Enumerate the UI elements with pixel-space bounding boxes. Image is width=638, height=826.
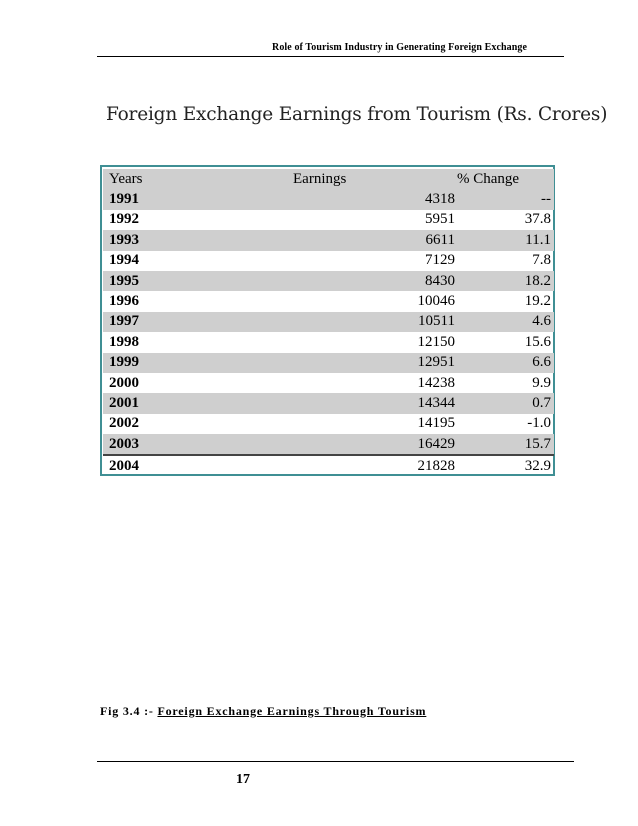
table-row: [103, 312, 554, 332]
cell-year: 2002: [109, 415, 139, 432]
cell-change: 18.2: [524, 272, 551, 289]
column-header-earnings: Earnings: [293, 170, 347, 187]
caption-prefix: Fig 3.4 :-: [100, 704, 158, 718]
caption-text: Foreign Exchange Earnings Through Tourism: [157, 704, 427, 718]
cell-year: 1997: [109, 313, 139, 330]
cell-year: 1991: [109, 191, 139, 208]
table-row: [103, 414, 554, 434]
cell-change: 37.8: [524, 211, 551, 228]
cell-earnings: 12150: [417, 333, 455, 350]
cell-change: 19.2: [524, 293, 551, 310]
running-header: Role of Tourism Industry in Generating Foreign Exchange: [272, 42, 528, 53]
cell-change: 15.6: [524, 333, 551, 350]
cell-year: 1999: [109, 354, 139, 371]
cell-year: 2000: [109, 374, 139, 391]
table-row: [103, 251, 554, 271]
table-row: [103, 454, 554, 476]
footer-rule: [97, 761, 574, 762]
table-row: [103, 393, 554, 413]
table-body: [103, 169, 554, 476]
cell-earnings: 10046: [417, 293, 455, 310]
figure-caption: [100, 704, 426, 719]
cell-change: 11.1: [525, 231, 551, 248]
table-row: [103, 353, 554, 373]
table-title: Foreign Exchange Earnings from Tourism (Rs. Crores): [106, 104, 608, 125]
cell-earnings: 5951: [425, 211, 455, 228]
cell-year: 2003: [109, 435, 139, 452]
cell-year: 1993: [109, 231, 139, 248]
cell-earnings: 8430: [425, 272, 455, 289]
cell-change: --: [541, 191, 551, 208]
cell-year: 1998: [109, 333, 139, 350]
cell-earnings: 21828: [417, 457, 455, 474]
cell-earnings: 14238: [417, 374, 455, 391]
page-number: 17: [236, 772, 250, 787]
table-row: [103, 189, 554, 209]
cell-change: 32.9: [524, 457, 551, 474]
table-row: [103, 230, 554, 250]
cell-change: 0.7: [532, 394, 551, 411]
cell-year: 1995: [109, 272, 139, 289]
cell-year: 1996: [109, 293, 139, 310]
table-row: [103, 271, 554, 291]
table-header-row: [103, 169, 554, 189]
cell-change: 7.8: [532, 252, 551, 269]
earnings-table: [100, 165, 555, 476]
cell-earnings: 6611: [425, 231, 455, 248]
cell-change: 4.6: [532, 313, 551, 330]
column-header-years: Years: [109, 170, 143, 187]
cell-earnings: 16429: [417, 435, 455, 452]
cell-year: 2004: [109, 457, 139, 474]
cell-change: -1.0: [527, 415, 551, 432]
table-row: [103, 434, 554, 454]
cell-year: 1994: [109, 252, 139, 269]
cell-earnings: 4318: [425, 191, 455, 208]
cell-year: 1992: [109, 211, 139, 228]
cell-earnings: 14344: [417, 394, 455, 411]
table-row: [103, 332, 554, 352]
cell-earnings: 12951: [417, 354, 455, 371]
table-row: [103, 373, 554, 393]
column-header-change: % Change: [457, 170, 520, 187]
cell-change: 6.6: [532, 354, 551, 371]
cell-earnings: 10511: [418, 313, 455, 330]
cell-earnings: 7129: [425, 252, 455, 269]
cell-earnings: 14195: [417, 415, 455, 432]
table-row: [103, 210, 554, 230]
header-rule: [97, 56, 564, 57]
cell-change: 9.9: [532, 374, 551, 391]
cell-year: 2001: [109, 394, 139, 411]
cell-change: 15.7: [524, 435, 551, 452]
table-row: [103, 291, 554, 311]
